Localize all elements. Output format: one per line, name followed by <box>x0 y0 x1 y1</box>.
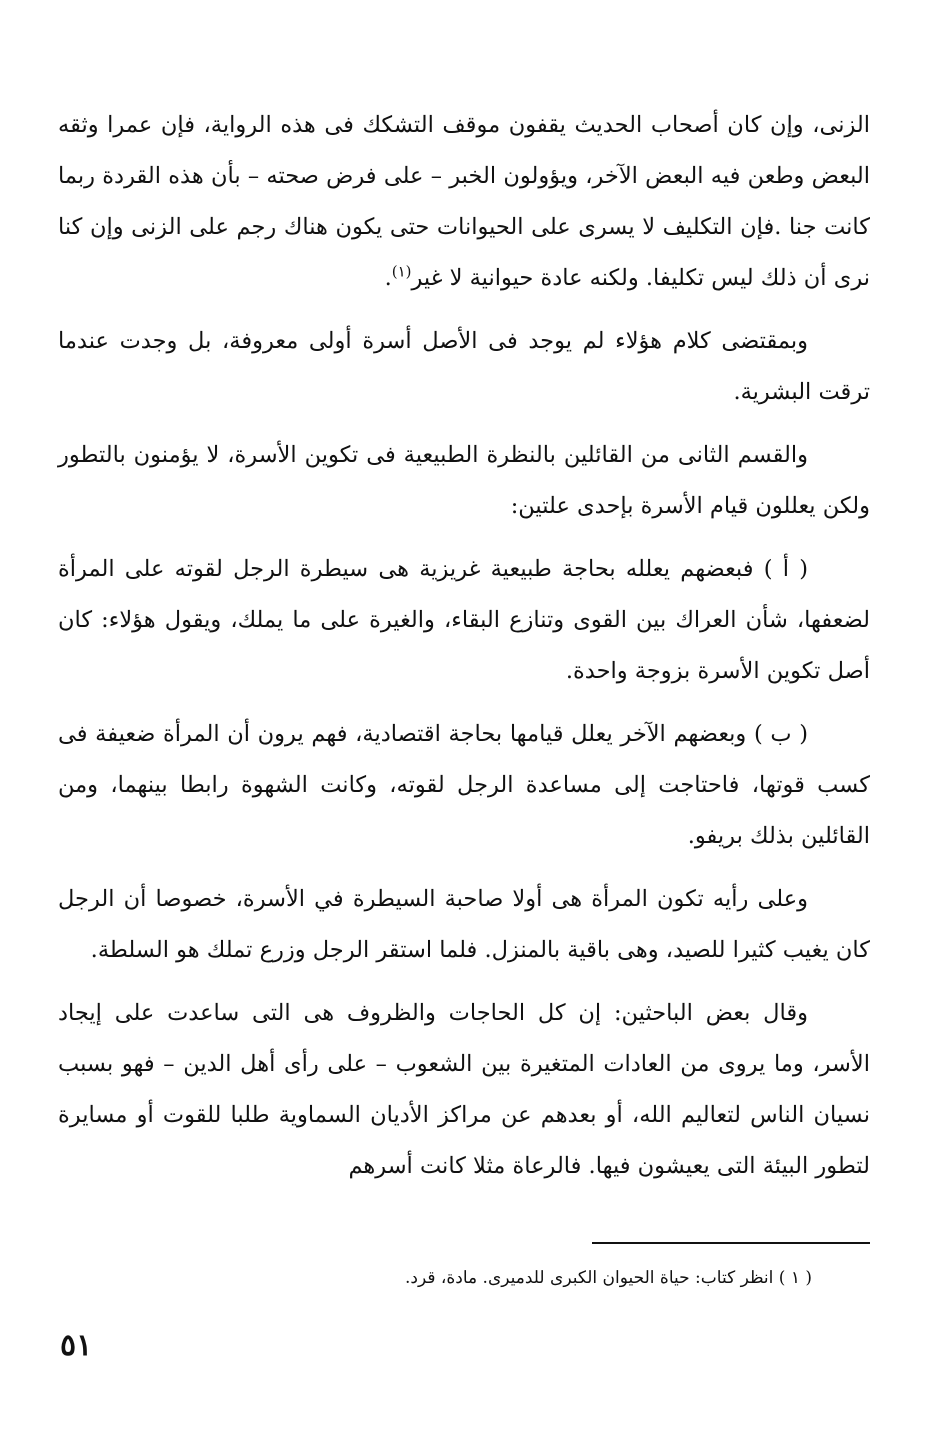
paragraph-1-text: الزنى، وإن كان أصحاب الحديث يقفون موقف التشكك فى هذه الرواية، فإن عمرا وثقه البعض وطعن فيه البعض الآخر، ويؤولون الخبر – على فرض صحته – بأن هذه القردة ربما كانت جنا .فإن التكليف لا يسرى على الحيوانات حتى يكون هناك رجم على الزنى وإن كنا نرى أن ذلك ليس تكليفا. ولكنه عادة حيوانية لا غير <box>58 112 870 291</box>
paragraph-1 <box>58 100 870 304</box>
paragraph-2: وبمقتضى كلام هؤلاء لم يوجد فى الأصل أسرة أولى معروفة، بل وجدت عندما ترقت البشرية. <box>58 328 870 405</box>
paragraph-7: وقال بعض الباحثين: إن كل الحاجات والظروف هى التى ساعدت على إيجاد الأسر، وما يروى من العادات المتغيرة بين الشعوب – على رأى أهل الدين – فهو بسبب نسيان الناس لتعاليم الله، أو بعدهم عن مراكز الأديان السماوية طلبا للقوت أو مسايرة لتطور البيئة التى يعيشون فيها. فالرعاة مثلا كانت أسرهم <box>58 1000 870 1179</box>
footnote: ( ١ ) انظر كتاب: حياة الحيوان الكبرى للدميرى. مادة، قرد. <box>405 1268 812 1288</box>
paragraph-3: والقسم الثانى من القائلين بالنظرة الطبيعية فى تكوين الأسرة، لا يؤمنون بالتطور ولكن يعللون قيام الأسرة بإحدى علتين: <box>58 442 870 519</box>
footnote-divider <box>592 1242 870 1244</box>
paragraph-4: ( أ ) فبعضهم يعلله بحاجة طبيعية غريزية هى سيطرة الرجل لقوته على المرأة لضعفها، شأن العراك بين القوى وتنازع البقاء، والغيرة على ما يملك، ويقول هؤلاء: كان أصل تكوين الأسرة بزوجة واحدة. <box>58 556 870 684</box>
main-text <box>58 100 870 1204</box>
paragraph-5: ( ب ) وبعضهم الآخر يعلل قيامها بحاجة اقتصادية، فهم يرون أن المرأة ضعيفة فى كسب قوتها، فاحتاجت إلى مساعدة الرجل لقوته، وكانت الشهوة رابطا بينهما، ومن القائلين بذلك بريفو. <box>58 721 870 849</box>
paragraph-1-tail: . <box>384 265 392 291</box>
footnote-reference: (١) <box>391 262 412 281</box>
paragraph-6: وعلى رأيه تكون المرأة هى أولا صاحبة السيطرة في الأسرة، خصوصا أن الرجل كان يغيب كثيرا للصيد، وهى باقية بالمنزل. فلما استقر الرجل وزرع تملك هو السلطة. <box>58 886 870 963</box>
page-number: ٥١ <box>60 1328 93 1363</box>
